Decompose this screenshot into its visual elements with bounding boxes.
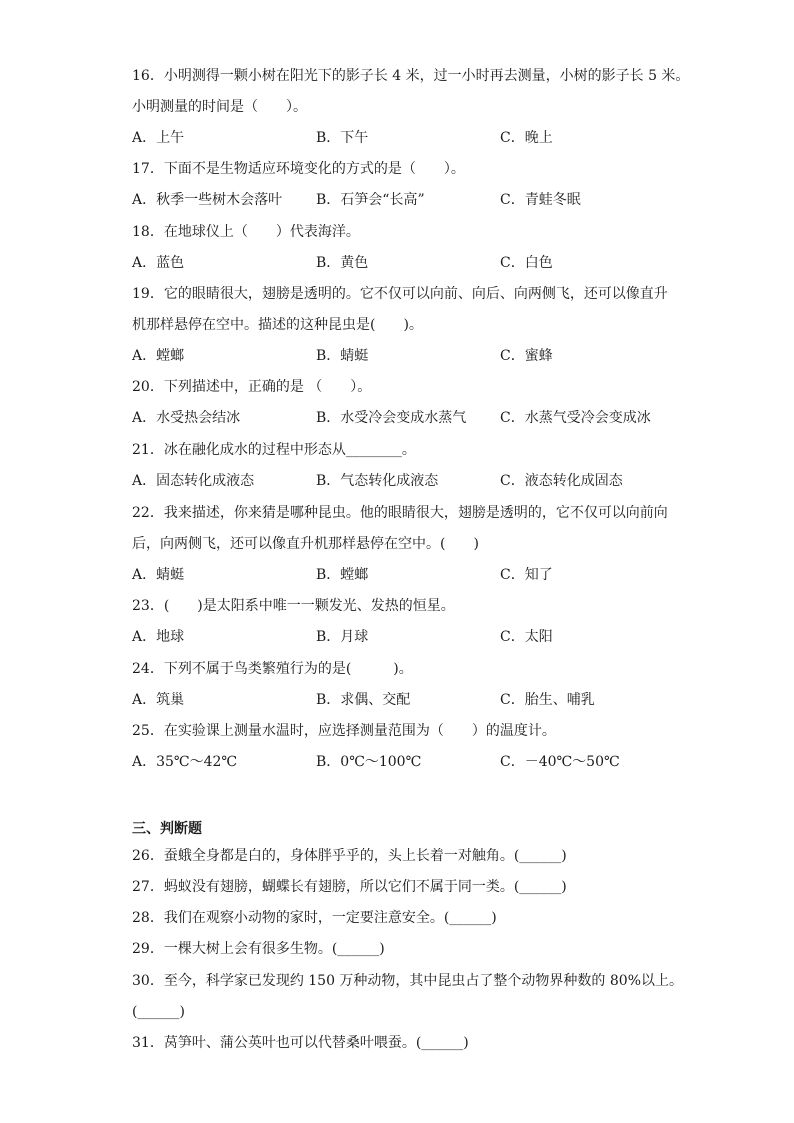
option-c[interactable]: C．液态转化成固态 (500, 473, 623, 489)
section-title: 三、判断题 (132, 821, 202, 837)
question-30-line-2: (______) (132, 1004, 185, 1020)
question-16-options (132, 129, 752, 147)
question-24-line-1: 24．下列不属于鸟类繁殖行为的是( )。 (132, 661, 413, 677)
option-c[interactable]: C．白色 (500, 255, 553, 271)
option-c[interactable]: C．太阳 (500, 629, 553, 645)
question-21-line-1: 21．冰在融化成水的过程中形态从________。 (132, 442, 416, 458)
option-a[interactable]: A．固态转化成液态 (132, 473, 255, 489)
question-22-line-2: 后，向两侧飞，还可以像直升机那样悬停在空中。( ) (132, 536, 479, 552)
option-c[interactable]: C．青蛙冬眠 (500, 192, 581, 208)
option-c[interactable]: C．－40℃～50℃ (500, 754, 620, 770)
question-20-options (132, 409, 752, 427)
option-c[interactable]: C．晚上 (500, 130, 553, 146)
question-20-line-1: 20．下列描述中，正确的是 （ ）。 (132, 379, 372, 395)
option-b[interactable]: B．气态转化成液态 (316, 473, 439, 489)
option-a[interactable]: A．秋季一些树木会落叶 (132, 192, 283, 208)
question-19-options (132, 347, 752, 365)
question-29-line-1: 29．一棵大树上会有很多生物。(______) (132, 941, 385, 957)
question-18-line-1: 18．在地球仪上（ ）代表海洋。 (132, 224, 360, 240)
option-c[interactable]: C．胎生、哺乳 (500, 692, 595, 708)
question-30-line-1: 30．至今，科学家已发现约 150 万种动物，其中昆虫占了整个动物界种数的 80%以上。 (132, 973, 684, 989)
question-19-line-2: 机那样悬停在空中。描述的这种昆虫是( )。 (132, 317, 423, 333)
option-c[interactable]: C．水蒸气受冷会变成冰 (500, 410, 651, 426)
question-23-options (132, 628, 752, 646)
option-c[interactable]: C．知了 (500, 567, 553, 583)
option-a[interactable]: A．蜻蜓 (132, 567, 185, 583)
question-16-line-1: 16．小明测得一颗小树在阳光下的影子长 4 米，过一小时再去测量，小树的影子长 5 米。 (132, 68, 690, 84)
question-18-options (132, 254, 752, 272)
option-a[interactable]: A．上午 (132, 130, 185, 146)
option-b[interactable]: B．月球 (316, 629, 369, 645)
question-22-options (132, 566, 752, 584)
question-25-line-1: 25．在实验课上测量水温时，应选择测量范围为（ ）的温度计。 (132, 723, 556, 739)
question-17-line-1: 17．下面不是生物适应环境变化的方式的是（ ）。 (132, 161, 465, 177)
option-b[interactable]: B．蜻蜓 (316, 348, 369, 364)
option-b[interactable]: B．求偶、交配 (316, 692, 411, 708)
question-31-line-1: 31．莴笋叶、蒲公英叶也可以代替桑叶喂蚕。(______) (132, 1035, 469, 1051)
question-21-options (132, 472, 752, 490)
option-a[interactable]: A．35℃～42℃ (132, 754, 238, 770)
question-27-line-1: 27．蚂蚁没有翅膀，蝴蝶长有翅膀，所以它们不属于同一类。(______) (132, 879, 567, 895)
option-b[interactable]: B．水受冷会变成水蒸气 (316, 410, 467, 426)
question-23-line-1: 23．( )是太阳系中唯一一颗发光、发热的恒星。 (132, 598, 455, 614)
question-16-line-2: 小明测量的时间是（ ）。 (132, 99, 307, 115)
option-a[interactable]: A．地球 (132, 629, 185, 645)
option-c[interactable]: C．蜜蜂 (500, 348, 553, 364)
question-24-options (132, 691, 752, 709)
option-a[interactable]: A．筑巢 (132, 692, 185, 708)
option-a[interactable]: A．蓝色 (132, 255, 185, 271)
question-17-options (132, 191, 752, 209)
question-28-line-1: 28．我们在观察小动物的家时，一定要注意安全。(______) (132, 910, 497, 926)
option-a[interactable]: A．螳螂 (132, 348, 185, 364)
question-19-line-1: 19．它的眼睛很大，翅膀是透明的。它不仅可以向前、向后、向两侧飞，还可以像直升 (132, 286, 668, 302)
option-b[interactable]: B．石笋会“长高” (316, 192, 425, 208)
question-25-options (132, 753, 752, 771)
option-a[interactable]: A．水受热会结冰 (132, 410, 241, 426)
option-b[interactable]: B．下午 (316, 130, 369, 146)
option-b[interactable]: B．0℃～100℃ (316, 754, 422, 770)
option-b[interactable]: B．黄色 (316, 255, 369, 271)
question-26-line-1: 26．蚕蛾全身都是白的，身体胖乎乎的，头上长着一对触角。(______) (132, 848, 567, 864)
question-22-line-1: 22．我来描述，你来猜是哪种昆虫。他的眼睛很大，翅膀是透明的，它不仅可以向前向 (132, 505, 668, 521)
option-b[interactable]: B．螳螂 (316, 567, 369, 583)
